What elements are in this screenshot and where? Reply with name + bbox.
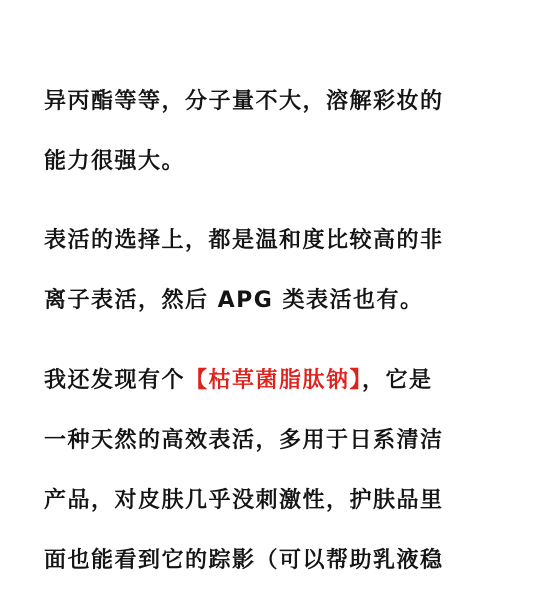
paragraph-surfactant-choice xyxy=(44,211,514,331)
text-line: 一种天然的高效表活，多用于日系清洁 xyxy=(44,428,444,453)
text-line: 能力很强大。 xyxy=(44,149,186,174)
highlighted-ingredient: 【枯草菌脂肽钠】 xyxy=(185,368,363,393)
paragraph-surfactin xyxy=(44,351,514,591)
text-line: 表活的选择上，都是温和度比较高的非 xyxy=(44,228,444,253)
text-segment: 我还发现有个 xyxy=(44,368,186,393)
text-line xyxy=(44,351,514,411)
paragraph-solvent-ability xyxy=(44,72,514,192)
text-segment: ，它是 xyxy=(362,368,433,393)
text-line: 异丙酯等等，分子量不大，溶解彩妆的 xyxy=(44,89,444,114)
text-line: 面也能看到它的踪影（可以帮助乳液稳 xyxy=(44,548,444,573)
text-line: 离子表活，然后 APG 类表活也有。 xyxy=(44,288,424,313)
text-line: 产品，对皮肤几乎没刺激性，护肤品里 xyxy=(44,488,444,513)
